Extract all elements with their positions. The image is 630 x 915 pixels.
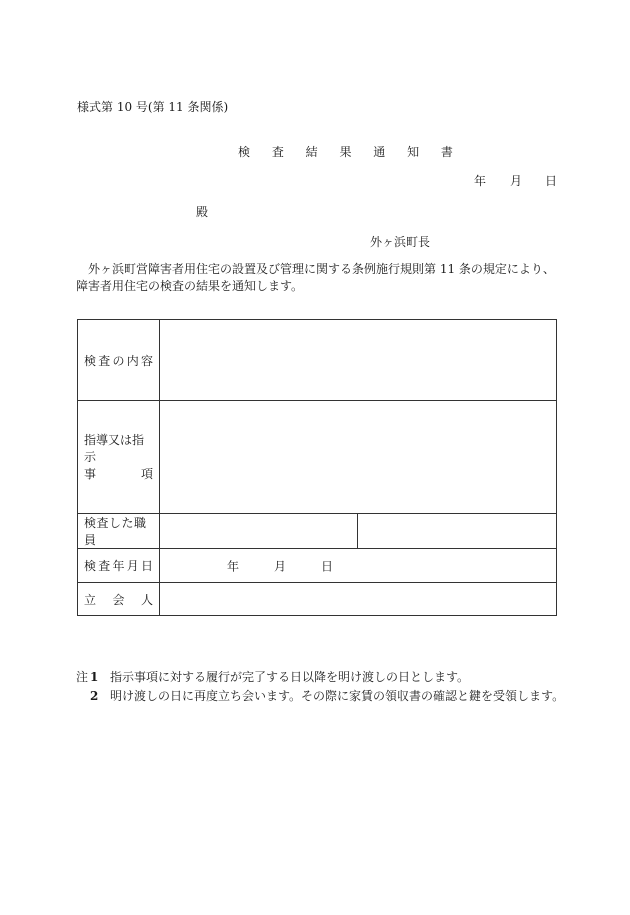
inspection-date-label (78, 557, 159, 574)
note-text: 指示事項に対する履行が完了する日以降を明け渡しの日とします。 (110, 670, 470, 684)
label-char: 会 (112, 592, 125, 607)
inspector-field-2[interactable] (358, 514, 557, 549)
inspection-form-table (77, 319, 557, 616)
inspector-label: 検査した職員 (84, 516, 147, 547)
date-day-label: 日 (545, 174, 558, 188)
label-char: 年 (112, 559, 125, 573)
witness-field[interactable] (160, 583, 557, 616)
guidance-label-cell (78, 401, 160, 514)
inspection-date-day: 日 (321, 559, 334, 573)
inspector-label-cell (78, 514, 160, 549)
issuer-name: 外ヶ浜町長 (370, 235, 431, 249)
notes-section (76, 668, 564, 706)
form-number: 様式第 10 号(第 11 条関係) (77, 100, 229, 114)
note-number: 1 (90, 670, 99, 684)
inspection-date-field[interactable] (160, 549, 557, 583)
label-char: 立 (84, 592, 97, 607)
inspection-content-label (78, 352, 159, 369)
label-char: 容 (140, 353, 153, 368)
inspection-content-label-cell (78, 320, 160, 401)
notes-prefix: 注 (76, 670, 89, 684)
inspection-content-field[interactable] (160, 320, 557, 401)
inspection-date-label-cell (78, 549, 160, 583)
label-char: 内 (126, 353, 139, 368)
label-char: 検 (84, 559, 97, 573)
witness-label (78, 591, 159, 608)
note-number: 2 (90, 689, 99, 703)
document-title: 検 査 結 果 通 知 書 (238, 145, 462, 159)
label-char: 人 (140, 592, 153, 607)
guidance-field[interactable] (160, 401, 557, 514)
date-year-label: 年 (474, 174, 487, 188)
label-char: の (112, 353, 125, 368)
guidance-label-line2 (84, 466, 153, 483)
label-char: 査 (98, 559, 111, 573)
note-item-2 (76, 687, 564, 706)
label-char: 査 (98, 353, 111, 368)
label-char: 月 (126, 559, 139, 573)
label-char: 事 (84, 466, 97, 481)
label-char: 項 (140, 466, 153, 481)
note-item-1 (76, 668, 564, 687)
inspector-field-1[interactable] (160, 514, 358, 549)
date-month-label: 月 (510, 174, 523, 188)
body-paragraph: 外ヶ浜町営障害者用住宅の設置及び管理に関する条例施行規則第 11 条の規定により、障害者用住宅の検査の結果を通知します。 (76, 262, 555, 293)
guidance-label-line1: 指導又は指示 (84, 432, 145, 464)
label-char: 検 (84, 353, 97, 368)
note-text: 明け渡しの日に再度立ち会います。その際に家賃の領収書の確認と鍵を受領します。 (110, 689, 565, 703)
inspection-date-month: 月 (274, 559, 287, 573)
guidance-label (78, 432, 159, 483)
addressee-suffix: 殿 (196, 205, 209, 219)
inspection-date-year: 年 (227, 559, 240, 573)
label-char: 日 (140, 559, 153, 573)
witness-label-cell (78, 583, 160, 616)
